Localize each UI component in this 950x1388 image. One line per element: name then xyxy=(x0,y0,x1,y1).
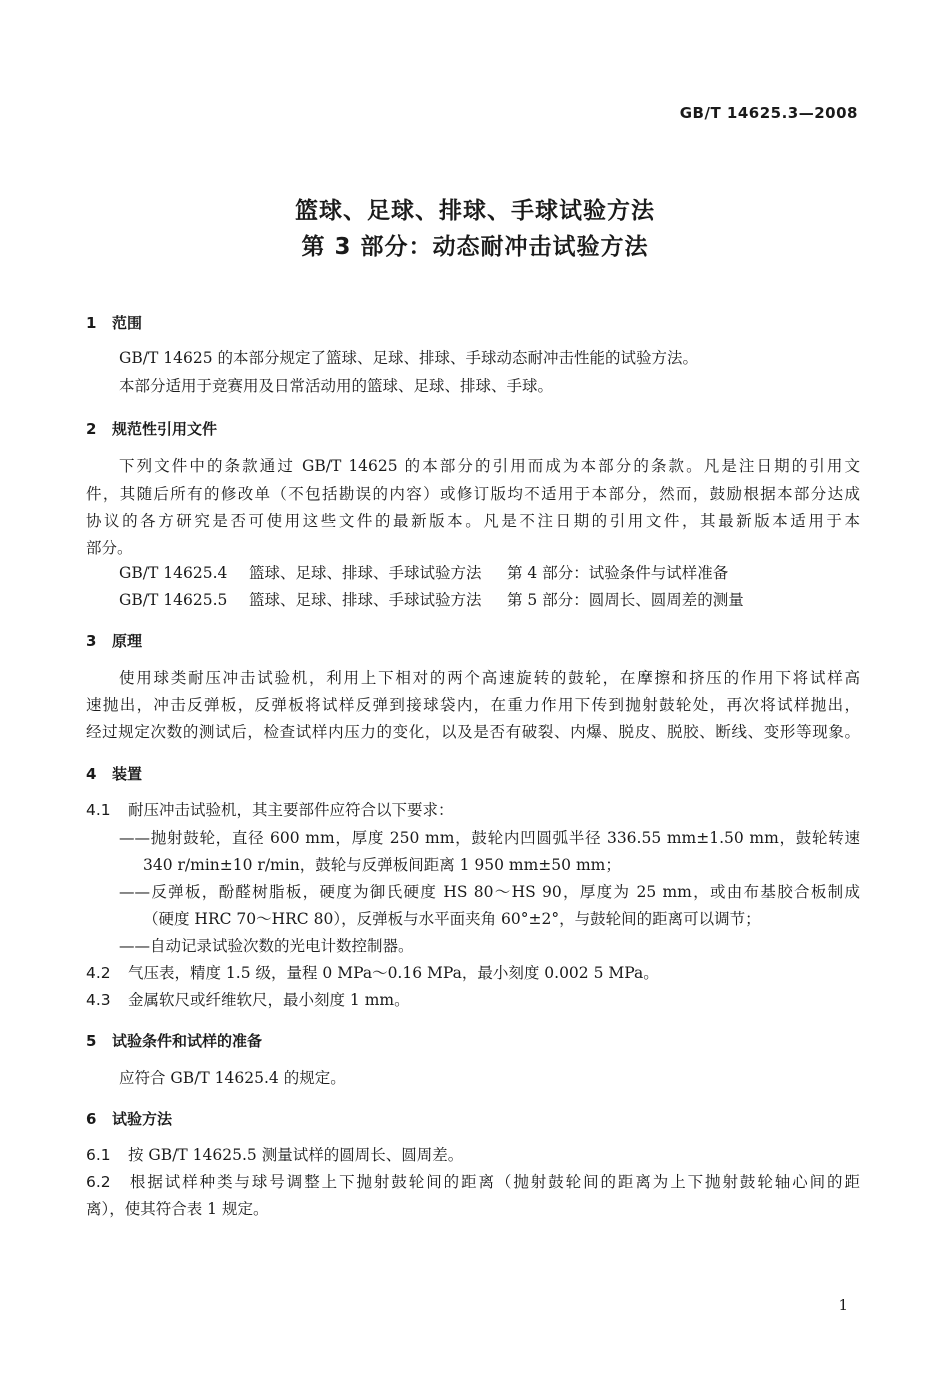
section-title: 试验条件和试样的准备 xyxy=(112,1032,263,1050)
dash-item-continuation: （硬度 HRC 70～HRC 80），反弹板与水平面夹角 60°±2°，与鼓轮间的距离可以调节； xyxy=(143,910,761,928)
section-title: 试验方法 xyxy=(112,1110,173,1128)
section-number: 3 xyxy=(86,632,97,650)
section-title: 范围 xyxy=(112,314,143,332)
clause-number: 4.1 xyxy=(86,801,111,819)
normative-reference xyxy=(119,590,744,610)
page-number: 1 xyxy=(838,1296,848,1314)
section-title: 装置 xyxy=(112,765,143,783)
clause-4-1 xyxy=(86,800,454,820)
reference-part: 第 5 部分：圆周长、圆周差的测量 xyxy=(507,591,744,609)
section-number: 4 xyxy=(86,765,97,783)
normative-reference xyxy=(119,563,728,583)
dash-item: ——反弹板，酚醛树脂板，硬度为御氏硬度 HS 80～HS 90，厚度为 25 mm，或由布基胶合板制成 xyxy=(119,883,860,901)
clause-text: 按 GB/T 14625.5 测量试样的圆周长、圆周差。 xyxy=(128,1146,464,1164)
paragraph-line: 件，其随后所有的修改单（不包括勘误的内容）或修订版均不适用于本部分，然而，鼓励根据本部分达成 xyxy=(86,485,860,503)
clause-number: 6.2 xyxy=(86,1173,111,1191)
clause-6-1 xyxy=(86,1145,463,1165)
section-4-heading xyxy=(86,763,142,784)
paragraph-line: 使用球类耐压冲击试验机，利用上下相对的两个高速旋转的鼓轮，在摩擦和挤压的作用下将试样高 xyxy=(119,669,860,687)
clause-text: 根据试样种类与球号调整上下抛射鼓轮间的距离（抛射鼓轮间的距离为上下抛射鼓轮轴心间的距 xyxy=(128,1173,860,1191)
section-6-heading xyxy=(86,1108,172,1129)
dash-item-continuation: 340 r/min±10 r/min，鼓轮与反弹板间距离 1 950 mm±50 mm； xyxy=(143,856,621,874)
document-title-line-2: 第 3 部分：动态耐冲击试验方法 xyxy=(301,234,649,260)
document-title-line-1: 篮球、足球、排球、手球试验方法 xyxy=(295,198,655,224)
reference-code: GB/T 14625.4 xyxy=(119,564,228,582)
clause-text: 金属软尺或纤维软尺，最小刻度 1 mm。 xyxy=(128,991,410,1009)
paragraph-line: 下列文件中的条款通过 GB/T 14625 的本部分的引用而成为本部分的条款。凡是注日期的引用文 xyxy=(119,457,860,475)
section-5-heading xyxy=(86,1030,262,1051)
clause-number: 4.2 xyxy=(86,964,111,982)
clause-text: 耐压冲击试验机，其主要部件应符合以下要求： xyxy=(128,801,454,819)
clause-4-2 xyxy=(86,963,659,983)
dash-item: ——自动记录试验次数的光电计数控制器。 xyxy=(119,937,414,955)
paragraph-line: 协议的各方研究是否可使用这些文件的最新版本。凡是不注日期的引用文件，其最新版本适用于本 xyxy=(86,512,860,530)
clause-text: 气压表，精度 1.5 级，量程 0 MPa～0.16 MPa，最小刻度 0.002 5 MPa。 xyxy=(128,964,659,982)
dash-item: ——抛射鼓轮，直径 600 mm，厚度 250 mm，鼓轮内凹圆弧半径 336.55 mm±1.50 mm，鼓轮转速 xyxy=(119,829,860,847)
paragraph-line: GB/T 14625 的本部分规定了篮球、足球、排球、手球动态耐冲击性能的试验方法。 xyxy=(119,349,698,367)
section-number: 5 xyxy=(86,1032,97,1050)
clause-number: 4.3 xyxy=(86,991,111,1009)
paragraph-line: 应符合 GB/T 14625.4 的规定。 xyxy=(119,1069,346,1087)
reference-code: GB/T 14625.5 xyxy=(119,591,228,609)
section-number: 6 xyxy=(86,1110,97,1128)
section-number: 2 xyxy=(86,420,97,438)
section-3-heading xyxy=(86,630,142,651)
section-title: 规范性引用文件 xyxy=(112,420,218,438)
paragraph-line: 速抛出，冲击反弹板，反弹板将试样反弹到接球袋内，在重力作用下传到抛射鼓轮处，再次将试样抛出， xyxy=(86,696,860,714)
paragraph-line: 本部分适用于竞赛用及日常活动用的篮球、足球、排球、手球。 xyxy=(119,377,554,395)
reference-title: 篮球、足球、排球、手球试验方法 xyxy=(249,591,482,609)
standard-number: GB/T 14625.3—2008 xyxy=(679,104,858,122)
reference-part: 第 4 部分：试验条件与试样准备 xyxy=(507,564,729,582)
clause-6-2 xyxy=(86,1172,860,1192)
reference-title: 篮球、足球、排球、手球试验方法 xyxy=(249,564,482,582)
section-1-heading xyxy=(86,312,142,333)
section-number: 1 xyxy=(86,314,97,332)
clause-number: 6.1 xyxy=(86,1146,111,1164)
paragraph-line: 经过规定次数的测试后，检查试样内压力的变化，以及是否有破裂、内爆、脱皮、脱胶、断线、变形等现象。 xyxy=(86,723,860,741)
paragraph-line: 部分。 xyxy=(86,539,133,557)
section-title: 原理 xyxy=(112,632,143,650)
clause-continuation: 离），使其符合表 1 规定。 xyxy=(86,1200,269,1218)
section-2-heading xyxy=(86,418,217,439)
clause-4-3 xyxy=(86,990,410,1010)
